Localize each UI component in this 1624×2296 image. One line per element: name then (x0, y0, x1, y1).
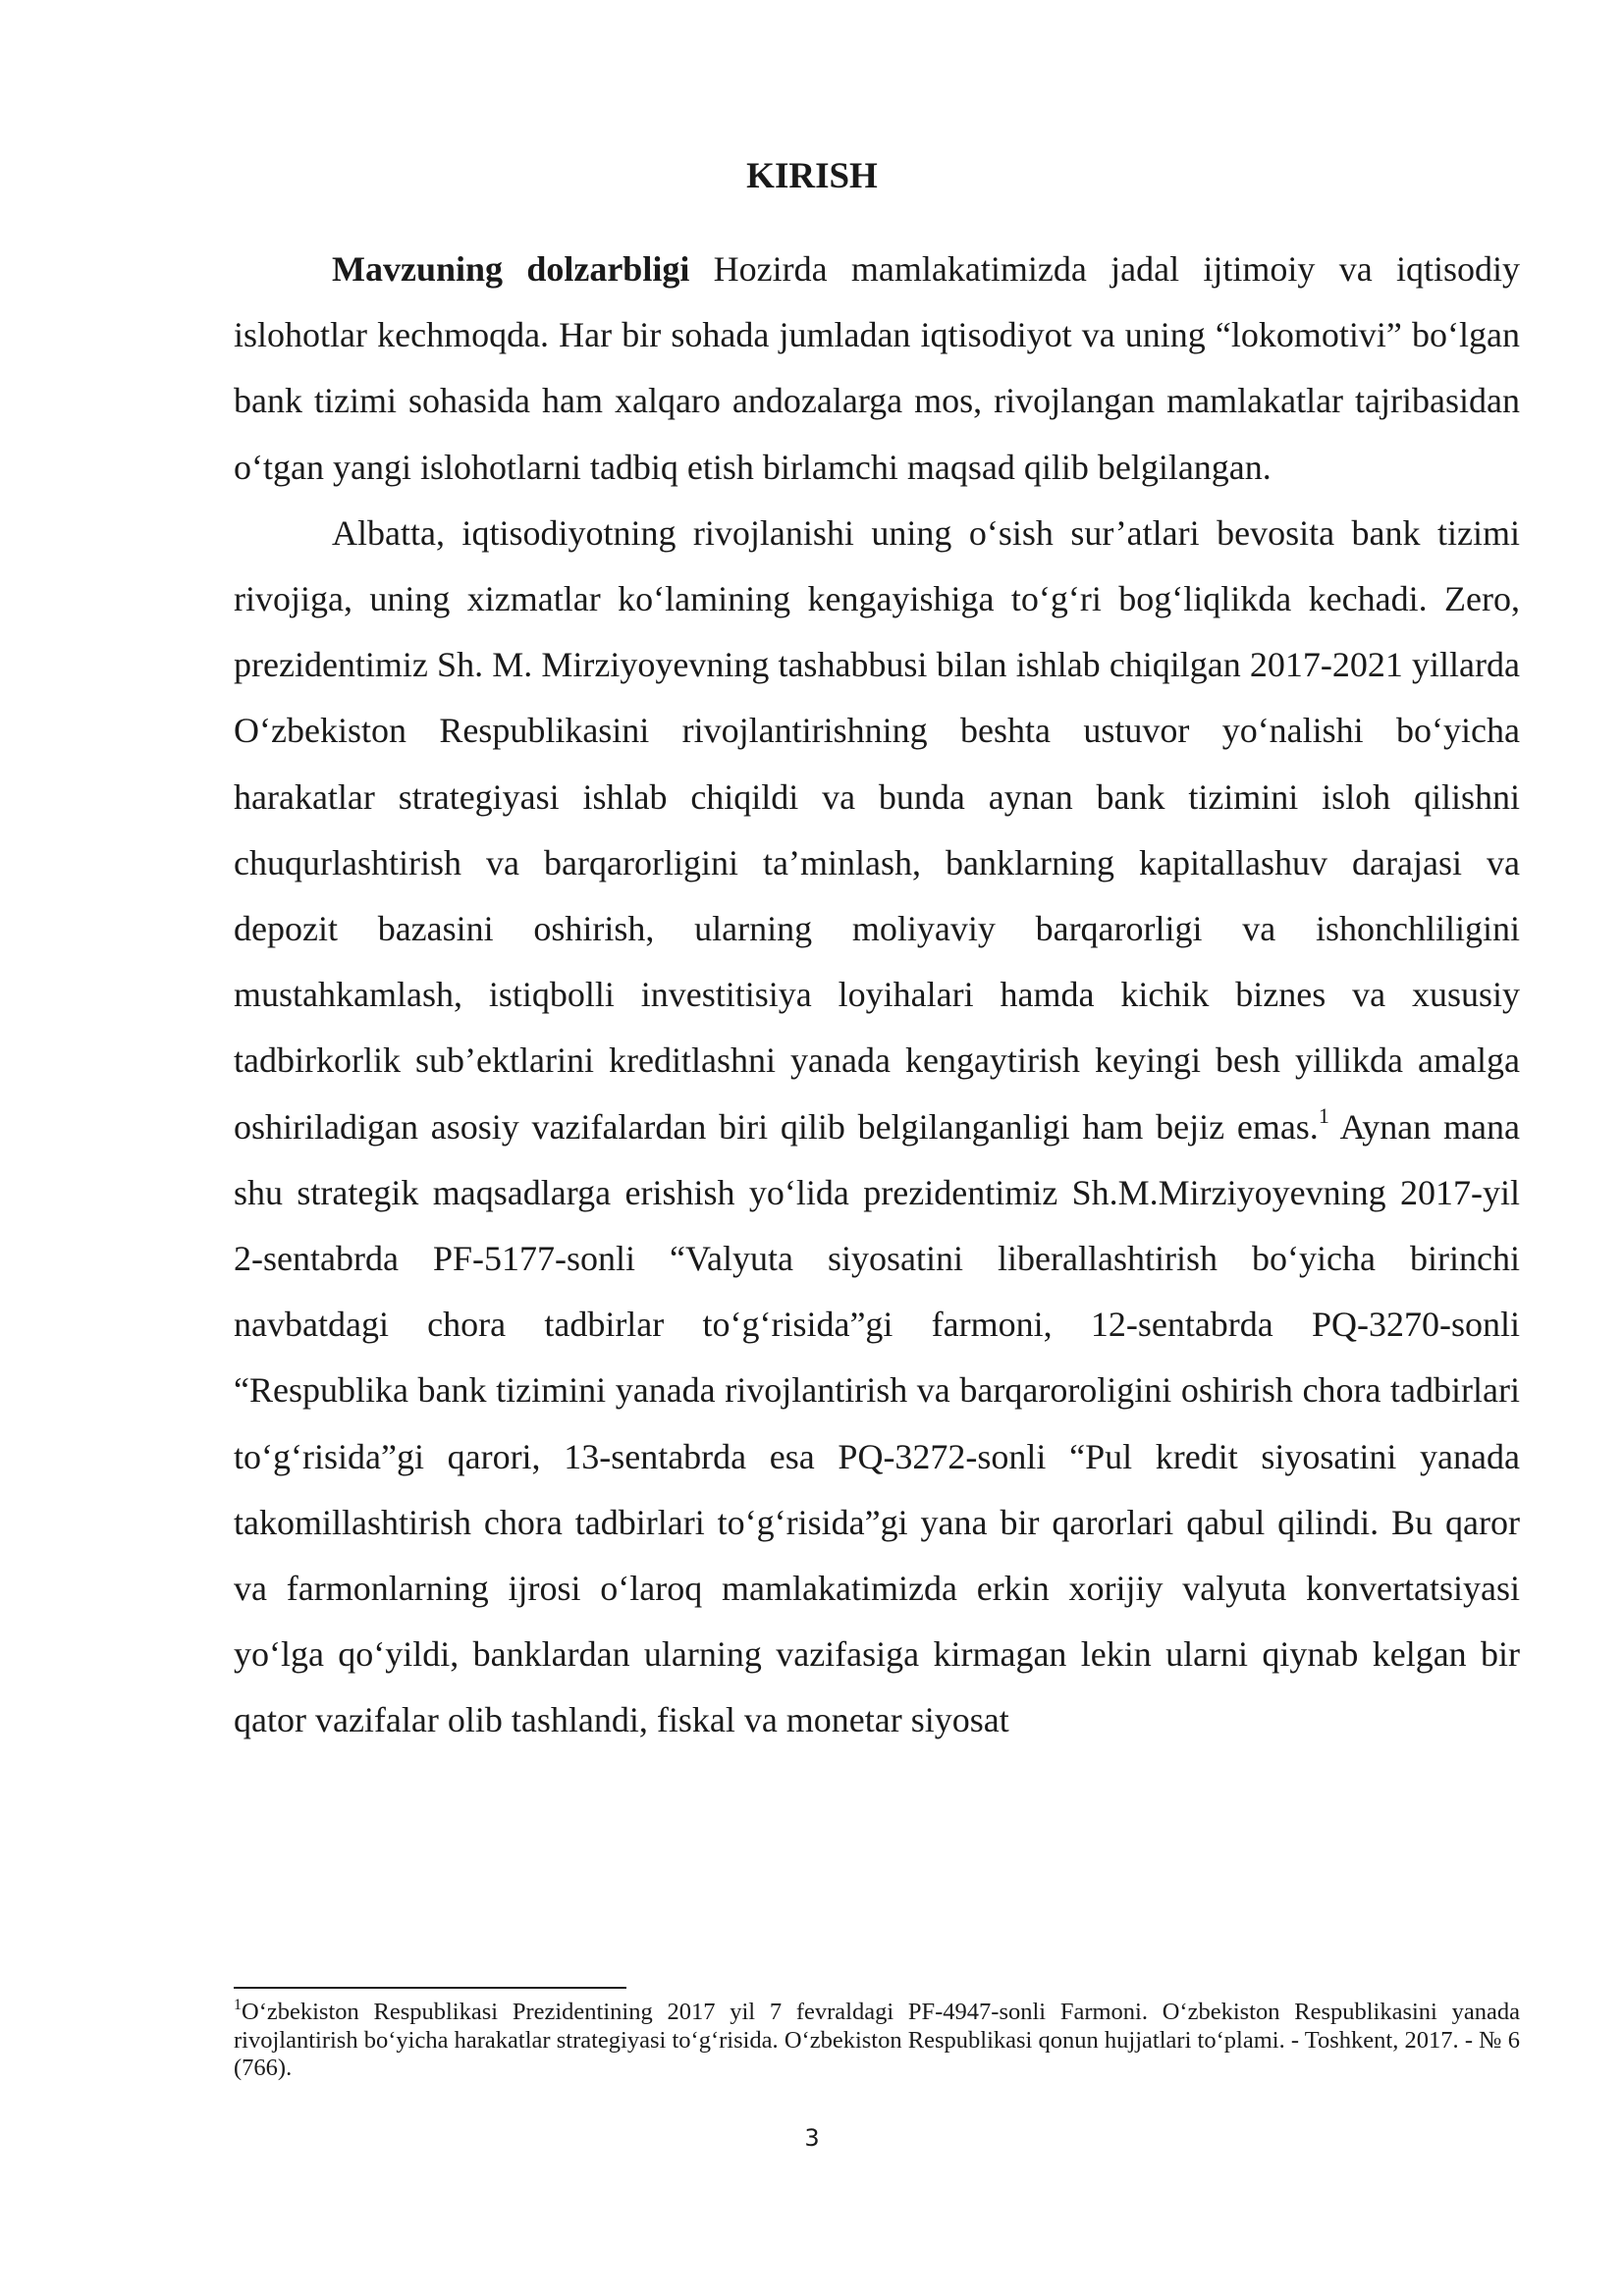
footnote-text: O‘zbekiston Respublikasi Prezidentining 2017 yil 7 fevraldagi PF-4947-sonli Farmoni. O‘zbekiston Respublikasini yanada rivojlantirish bo‘yicha harakatlar strategiyasi to‘g‘risida. O‘zbekiston Respublikasi qonun hujjatlari to‘plami. - Toshkent, 2017. - № 6 (766). (234, 1999, 1520, 2081)
paragraph-lead: Mavzuning dolzarbligi (332, 249, 690, 289)
footnote (234, 1999, 1520, 2083)
paragraph-text: Hozirda mamlakatimizda jadal ijtimoiy va iqtisodiy islohotlar kechmoqda. Har bir sohada jumladan iqtisodiyot va uning “lokomotivi” bo‘lgan bank tizimi sohasida ham xalqaro andozalarga mos, rivojlangan mamlakatlar tajribasidan o‘tgan yangi islohotlarni tadbiq etish birlamchi maqsad qilib belgilangan. (234, 249, 1520, 487)
page-heading: KIRISH (746, 156, 878, 196)
body-text (234, 237, 1520, 1754)
paragraph-relevance (234, 237, 1520, 501)
paragraph-text-before-ref: Albatta, iqtisodiyotning rivojlanishi uning o‘sish sur’atlari bevosita bank tizimi rivojiga, uning xizmatlar ko‘lamining kengayishiga to‘g‘ri bog‘liqlikda kechadi. Zero, prezidentimiz Sh. M. Mirziyoyevning tashabbusi bilan ishlab chiqilgan 2017-2021 yillarda O‘zbekiston Respublikasini rivojlantirishning beshta ustuvor yo‘nalishi bo‘yicha harakatlar strategiyasi ishlab chiqildi va bunda aynan bank tizimini isloh qilishni chuqurlashtirish va barqarorligini ta’minlash, banklarning kapitallashuv darajasi va depozit bazasini oshirish, ularning moliyaviy barqarorligi va ishonchliligini mustahkamlash, istiqbolli investitisiya loyihalari hamda kichik biznes va xususiy tadbirkorlik sub’ektlarini kreditlashni yanada kengaytirish keyingi besh yillikda amalga oshiriladigan asosiy vazifalardan biri qilib belgilanganligi ham bejiz emas. (234, 512, 1520, 1147)
footnote-separator (234, 1987, 626, 1989)
footnote-marker: 1 (234, 1997, 242, 2013)
paragraph-strategy (234, 501, 1520, 1754)
page-number: 3 (804, 2124, 820, 2152)
footnote-reference[interactable]: 1 (1318, 1102, 1329, 1128)
paragraph-text-after-ref: Aynan mana shu strategik maqsadlarga erishish yo‘lida prezidentimiz Sh.M.Mirziyoyevning 2017-yil 2-sentabrda PF-5177-sonli “Valyuta siyosatini liberallashtirish bo‘yicha birinchi navbatdagi chora tadbirlar to‘g‘risida”gi farmoni, 12-sentabrda PQ-3270-sonli “Respublika bank tizimini yanada rivojlantirish va barqaroroligini oshirish chora tadbirlari to‘g‘risida”gi qarori, 13-sentabrda esa PQ-3272-sonli “Pul kredit siyosatini yanada takomillashtirish chora tadbirlari to‘g‘risida”gi yana bir qarorlari qabul qilindi. Bu qaror va farmonlarning ijrosi o‘laroq mamlakatimizda erkin xorijiy valyuta konvertatsiyasi yo‘lga qo‘yildi, banklardan ularning vazifasiga kirmagan lekin ularni qiynab kelgan bir qator vazifalar olib tashlandi, fiskal va monetar siyosat (234, 1106, 1520, 1740)
